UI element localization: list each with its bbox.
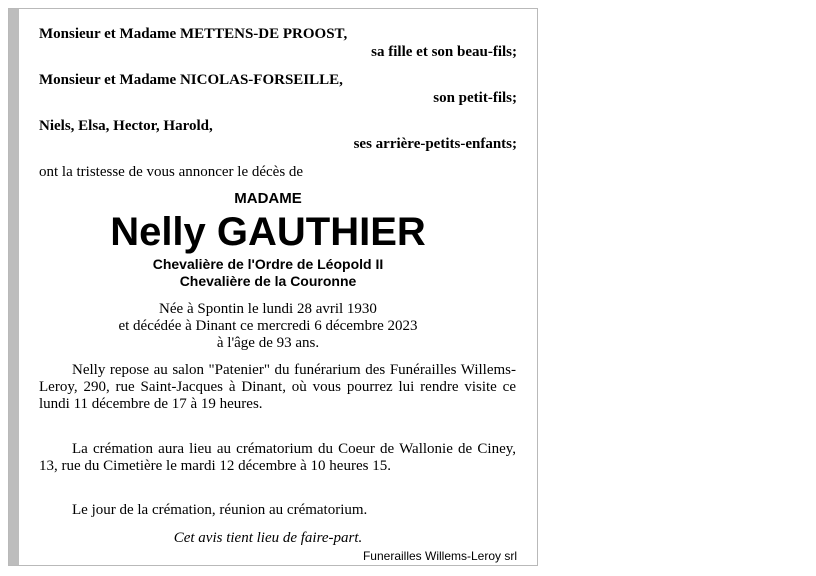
- honor-2: Chevalière de la Couronne: [179, 273, 357, 289]
- deceased-name: Nelly GAUTHIER: [110, 210, 426, 254]
- announce-text: ont la tristesse de vous annoncer le décès de: [39, 164, 304, 180]
- family-name-1: Monsieur et Madame METTENS-DE PROOST,: [39, 26, 348, 42]
- repose-paragraph: Nelly repose au salon "Patenier" du funérarium des Funérailles Willems-Leroy, 290, rue Saint-Jacques à Dinant, où vous pourrez lui rendre visite ce lundi 11 décembre de 17 à 19 heures.: [39, 362, 516, 412]
- birth-line: Née à Spontin le lundi 28 avril 1930: [159, 301, 377, 317]
- honor-1: Chevalière de l'Ordre de Léopold II: [152, 256, 384, 272]
- faire-part-text: Cet avis tient lieu de faire-part.: [173, 530, 363, 546]
- death-notice-page: [8, 8, 538, 566]
- left-gutter-bar: [9, 9, 19, 565]
- family-relation-3: ses arrière-petits-enfants;: [353, 136, 517, 152]
- family-relation-1: sa fille et son beau-fils;: [371, 44, 517, 60]
- funeral-home-signature: Funerailles Willems-Leroy srl: [362, 549, 517, 563]
- family-name-2: Monsieur et Madame NICOLAS-FORSEILLE,: [39, 72, 343, 88]
- death-line: et décédée à Dinant ce mercredi 6 décembre 2023: [118, 318, 418, 334]
- family-relation-2: son petit-fils;: [433, 90, 517, 106]
- cremation-paragraph: La crémation aura lieu au crématorium du Coeur de Wallonie de Ciney, 13, rue du Cimetière le mardi 12 décembre à 10 heures 15.: [39, 441, 516, 474]
- age-line: à l'âge de 93 ans.: [216, 335, 320, 351]
- title-madame: MADAME: [234, 190, 302, 207]
- reunion-paragraph: Le jour de la crémation, réunion au crématorium.: [72, 502, 368, 518]
- family-name-3: Niels, Elsa, Hector, Harold,: [39, 118, 213, 134]
